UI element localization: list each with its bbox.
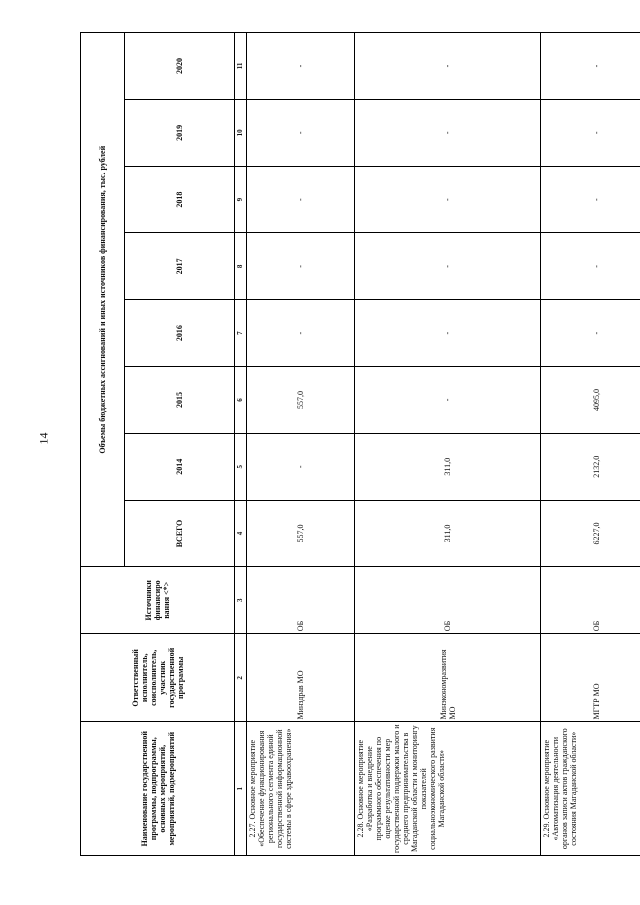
year-value-cell: - — [247, 300, 355, 367]
header-year: 2020 — [125, 33, 235, 100]
column-index: 5 — [235, 433, 247, 500]
total-cell: 557,0 — [247, 500, 355, 567]
year-value-cell: - — [247, 233, 355, 300]
column-index: 10 — [235, 99, 247, 166]
column-index: 2 — [235, 634, 247, 722]
column-index: 8 — [235, 233, 247, 300]
year-value-cell: - — [355, 166, 541, 233]
year-value-cell: - — [355, 33, 541, 100]
program-name-cell: 2.29. Основное мероприятие «Автоматизация деятельности органов записи актов гражданского состояния Магаданской области» — [541, 722, 640, 856]
table-frame — [80, 32, 601, 856]
table-row — [541, 33, 640, 856]
year-value-cell: 311,0 — [355, 433, 541, 500]
column-index: 9 — [235, 166, 247, 233]
header-executor: Ответственный исполнитель, соисполнитель, участник государственной программы — [81, 634, 235, 722]
header-year: 2014 — [125, 433, 235, 500]
header-year: 2018 — [125, 166, 235, 233]
column-index: 6 — [235, 367, 247, 434]
header-year: 2016 — [125, 300, 235, 367]
program-name-cell: 2.28. Основное мероприятие «Разработка и внедрение программного обеспечения по оценке результативности мер государственной поддержки малого и среднего предпринимательства в Магаданской области и мониторингу показателей социальноэкономического развития Магаданской области» — [355, 722, 541, 856]
year-value-cell: - — [541, 99, 640, 166]
year-value-cell: 4095,0 — [541, 367, 640, 434]
year-value-cell: - — [355, 300, 541, 367]
year-value-cell: - — [541, 233, 640, 300]
table-row — [247, 33, 355, 856]
year-value-cell: - — [355, 367, 541, 434]
source-cell: ОБ — [355, 567, 541, 634]
year-value-cell: - — [541, 300, 640, 367]
column-index: 3 — [235, 567, 247, 634]
header-year: 2019 — [125, 99, 235, 166]
column-index: 7 — [235, 300, 247, 367]
total-cell: 6227,0 — [541, 500, 640, 567]
header-total: ВСЕГО — [125, 500, 235, 567]
executor-cell: МГТР МО — [541, 634, 640, 722]
total-cell: 311,0 — [355, 500, 541, 567]
header-year: 2017 — [125, 233, 235, 300]
year-value-cell: - — [541, 33, 640, 100]
funding-table — [80, 32, 640, 856]
year-value-cell: - — [247, 33, 355, 100]
executor-cell: Минэкономразвития МО — [355, 634, 541, 722]
year-value-cell: - — [355, 233, 541, 300]
source-cell: ОБ — [541, 567, 640, 634]
executor-cell: Минздрав МО — [247, 634, 355, 722]
year-value-cell: - — [355, 99, 541, 166]
source-cell: ОБ — [247, 567, 355, 634]
year-value-cell: 2132,0 — [541, 433, 640, 500]
column-index: 4 — [235, 500, 247, 567]
year-value-cell: - — [247, 99, 355, 166]
header-year: 2015 — [125, 367, 235, 434]
year-value-cell: - — [541, 166, 640, 233]
table-rotation-wrapper — [80, 32, 601, 856]
page-number: 14 — [36, 432, 51, 445]
year-value-cell: - — [247, 166, 355, 233]
header-name: Наименование государственной программы, подпрограммы, основных мероприятий, мероприятий, подмероприятий — [81, 722, 235, 856]
year-value-cell: - — [247, 433, 355, 500]
program-name-cell: 2.27. Основное мероприятие «Обеспечение функционирования регионального сегмента единой государственной информационной системы в сфере здравоохранения» — [247, 722, 355, 856]
header-funding: Объемы бюджетных ассигнований и иных источников финансирования, тыс. рублей — [81, 33, 125, 567]
column-index: 11 — [235, 33, 247, 100]
year-value-cell: 557,0 — [247, 367, 355, 434]
table-row — [355, 33, 541, 856]
column-index: 1 — [235, 722, 247, 856]
header-source: Источники финансиро вания <*> — [81, 567, 235, 634]
